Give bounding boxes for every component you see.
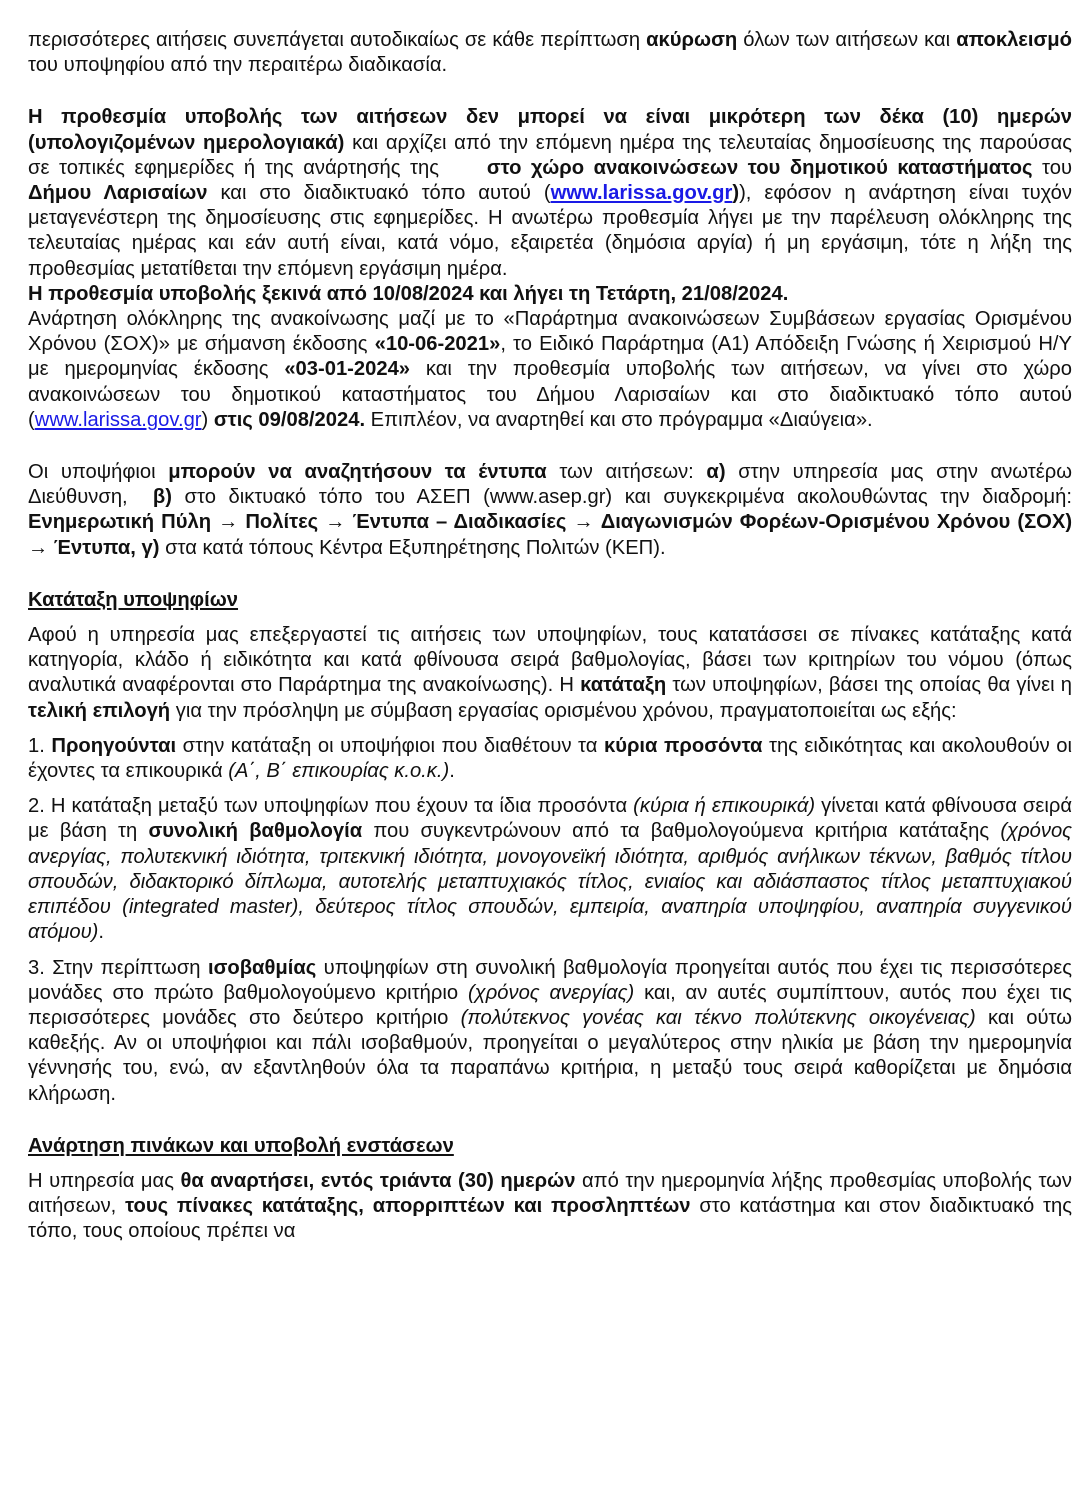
arrow-right-icon: → xyxy=(218,511,239,534)
posting-paragraph: Ανάρτηση ολόκληρης της ανακοίνωσης μαζί με το «Παράρτημα ανακοινώσεων Συμβάσεων εργασίας Ορισμένου Χρόνου (ΣΟΧ)» με σήμανση έκδοσης «10-06-2021», το Ειδικό Παράρτημα (Α1) Απόδειξη Γνώσης ή Χειρισμού Η/Υ με ημερομηνίας έκδοσης «03-01-2024» και την προθεσμία υποβολής των αιτήσεων, να γίνει στο χώρο ανακοινώσεων του δημοτικού καταστήματος του Δήμου Λαρισαίων και στο διαδικτυακό τόπο αυτού (www.larissa.gov.gr) στις 09/08/2024. Επιπλέον, να αναρτηθεί και στο πρόγραμμα «Διαύγεια». xyxy=(28,308,1072,431)
intro-paragraph: περισσότερες αιτήσεις συνεπάγεται αυτοδικαίως σε κάθε περίπτωση ακύρωση όλων των αιτήσεων και αποκλεισμό του υποψηφίου από την περαιτέρω διαδικασία. xyxy=(28,29,1072,77)
tables-paragraph: Η υπηρεσία μας θα αναρτήσει, εντός τριάντα (30) ημερών από την ημερομηνία λήξης προθεσμίας υποβολής των αιτήσεων, τους πίνακες κατάταξης, απορριπτέων και προσληπτέων στο κατάστημα και στον διαδικτυακό της τόπο, τους οποίους πρέπει να xyxy=(28,1169,1072,1243)
deadline-dates: Η προθεσμία υποβολής ξεκινά από 10/08/2024 και λήγει τη Τετάρτη, 21/08/2024. xyxy=(28,282,789,305)
arrow-right-icon: → xyxy=(28,536,49,559)
emphasis-exclusion: αποκλεισμό xyxy=(956,29,1072,51)
ranking-item-1: 1. Προηγούνται στην κατάταξη οι υποψήφιοι που διαθέτουν τα κύρια προσόντα της ειδικότητας και ακολουθούν οι έχοντες τα επικουρικά (Α΄, Β΄ επικουρίας κ.ο.κ.). xyxy=(28,734,1072,783)
path-step-4: Διαγωνισμών Φορέων-Ορισμένου Χρόνου (ΣΟΧ) xyxy=(600,511,1073,534)
emphasis-cancellation: ακύρωση xyxy=(646,29,738,51)
path-step-5: Έντυπα, γ) xyxy=(53,536,160,559)
deadline-paragraph: Η προθεσμία υποβολής των αιτήσεων δεν μπορεί να είναι μικρότερη των δέκα (10) ημερών (υπολογιζομένων ημερολογιακά) και αρχίζει από την επόμενη ημέρα της τελευταίας δημοσίευσης της παρούσας σε τοπικές εφημερίδες ή της ανάρτησής της στο χώρο ανακοινώσεων του δημοτικού καταστήματος του Δήμου Λαρισαίων και στο διαδικτυακό τόπο αυτού (www.larissa.gov.gr)), εφόσον η ανάρτηση είναι τυχόν μεταγενέστερη της δημοσίευσης στις εφημερίδες. Η ανωτέρω προθεσμία λήγει με την παρέλευση ολόκληρης της τελευταίας ημέρας και εάν αυτή είναι, κατά νόμο, εξαιρετέα (δημόσια αργία) ή μη εργάσιμη, τότε η λήξη της προθεσμίας μετατίθεται την επόμενη εργάσιμη ημέρα. xyxy=(28,106,1072,280)
path-step-1: Ενημερωτική Πύλη xyxy=(28,511,212,534)
section-heading-ranking: Κατάταξη υποψηφίων xyxy=(28,588,239,611)
path-step-2: Πολίτες xyxy=(245,511,319,534)
larissa-website-link[interactable]: www.larissa.gov.gr xyxy=(550,182,733,205)
ranking-item-2: 2. Η κατάταξη μεταξύ των υποψηφίων που έχουν τα ίδια προσόντα (κύρια ή επικουρικά) γίνεται κατά φθίνουσα σειρά με βάση τη συνολική βαθμολογία που συγκεντρώνουν από τα βαθμολογούμενα κριτήρια κατάταξης (χρόνος ανεργίας, πολυτεκνική ιδιότητα, τριτεκνική ιδιότητα, μονογονεϊκή ιδιότητα, αριθμός ανήλικων τέκνων, βαθμός τίτλου σπουδών, διδακτορικό δίπλωμα, αυτοτελής μεταπτυχιακός τίτλος, ενιαίος και αδιάσπαστος τίτλος μεταπτυχιακού επιπέδου (integrated master), δεύτερος τίτλος σπουδών, εμπειρία, αναπηρία υποψηφίου, αναπηρία συγγενικού ατόμου). xyxy=(28,795,1072,944)
arrow-right-icon: → xyxy=(573,511,594,534)
section-heading-tables: Ανάρτηση πινάκων και υποβολή ενστάσεων xyxy=(28,1134,454,1157)
larissa-website-link-2[interactable]: www.larissa.gov.gr xyxy=(34,408,202,431)
path-step-3: Έντυπα – Διαδικασίες xyxy=(352,511,567,534)
ranking-item-3: 3. Στην περίπτωση ισοβαθμίας υποψηφίων στη συνολική βαθμολογία προηγείται αυτός που έχει τις περισσότερες μονάδες στο πρώτο βαθμολογούμενο κριτήριο (χρόνος ανεργίας) και, αν αυτές συμπίπτουν, αυτός που έχει τις περισσότερες μονάδες στο δεύτερο κριτήριο (πολύτεκνος γονέας και τέκνο πολύτεκνης οικογένειας) και ούτω καθεξής. Αν οι υποψήφιοι και πάλι ισοβαθμούν, προηγείται ο μεγαλύτερος στην ηλικία με βάση την ημερομηνία γέννησής του, ενώ, αν εξαντληθούν όλα τα παραπάνω κριτήρια, η μεταξύ τους σειρά καθορίζεται με δημόσια κλήρωση. xyxy=(28,956,1072,1105)
arrow-right-icon: → xyxy=(325,511,346,534)
ranking-intro-paragraph: Αφού η υπηρεσία μας επεξεργαστεί τις αιτήσεις των υποψηφίων, τους κατατάσσει σε πίνακες κατάταξης κατά κατηγορία, κλάδο ή ειδικότητα και κατά φθίνουσα σειρά βαθμολογίας, βάσει των κριτηρίων του νόμου (όπως αναλυτικά αναφέρονται στο Παράρτημα της ανακοίνωσης). Η κατάταξη των υποψηφίων, βάσει της οποίας θα γίνει η τελική επιλογή για την πρόσληψη με σύμβαση εργασίας ορισμένου χρόνου, πραγματοποιείται ως εξής: xyxy=(28,624,1072,722)
forms-paragraph: Οι υποψήφιοι μπορούν να αναζητήσουν τα έντυπα των αιτήσεων: α) στην υπηρεσία μας στην ανωτέρω Διεύθυνση, β) στο δικτυακό τόπο του ΑΣΕΠ (www.asep.gr) και συγκεκριμένα ακολουθώντας την διαδρομή: Ενημερωτική Πύλη → Πολίτες → Έντυπα – Διαδικασίες → Διαγωνισμών Φορέων-Ορισμένου Χρόνου (ΣΟΧ) → Έντυπα, γ) στα κατά τόπους Κέντρα Εξυπηρέτησης Πολιτών (ΚΕΠ). xyxy=(28,461,1073,559)
